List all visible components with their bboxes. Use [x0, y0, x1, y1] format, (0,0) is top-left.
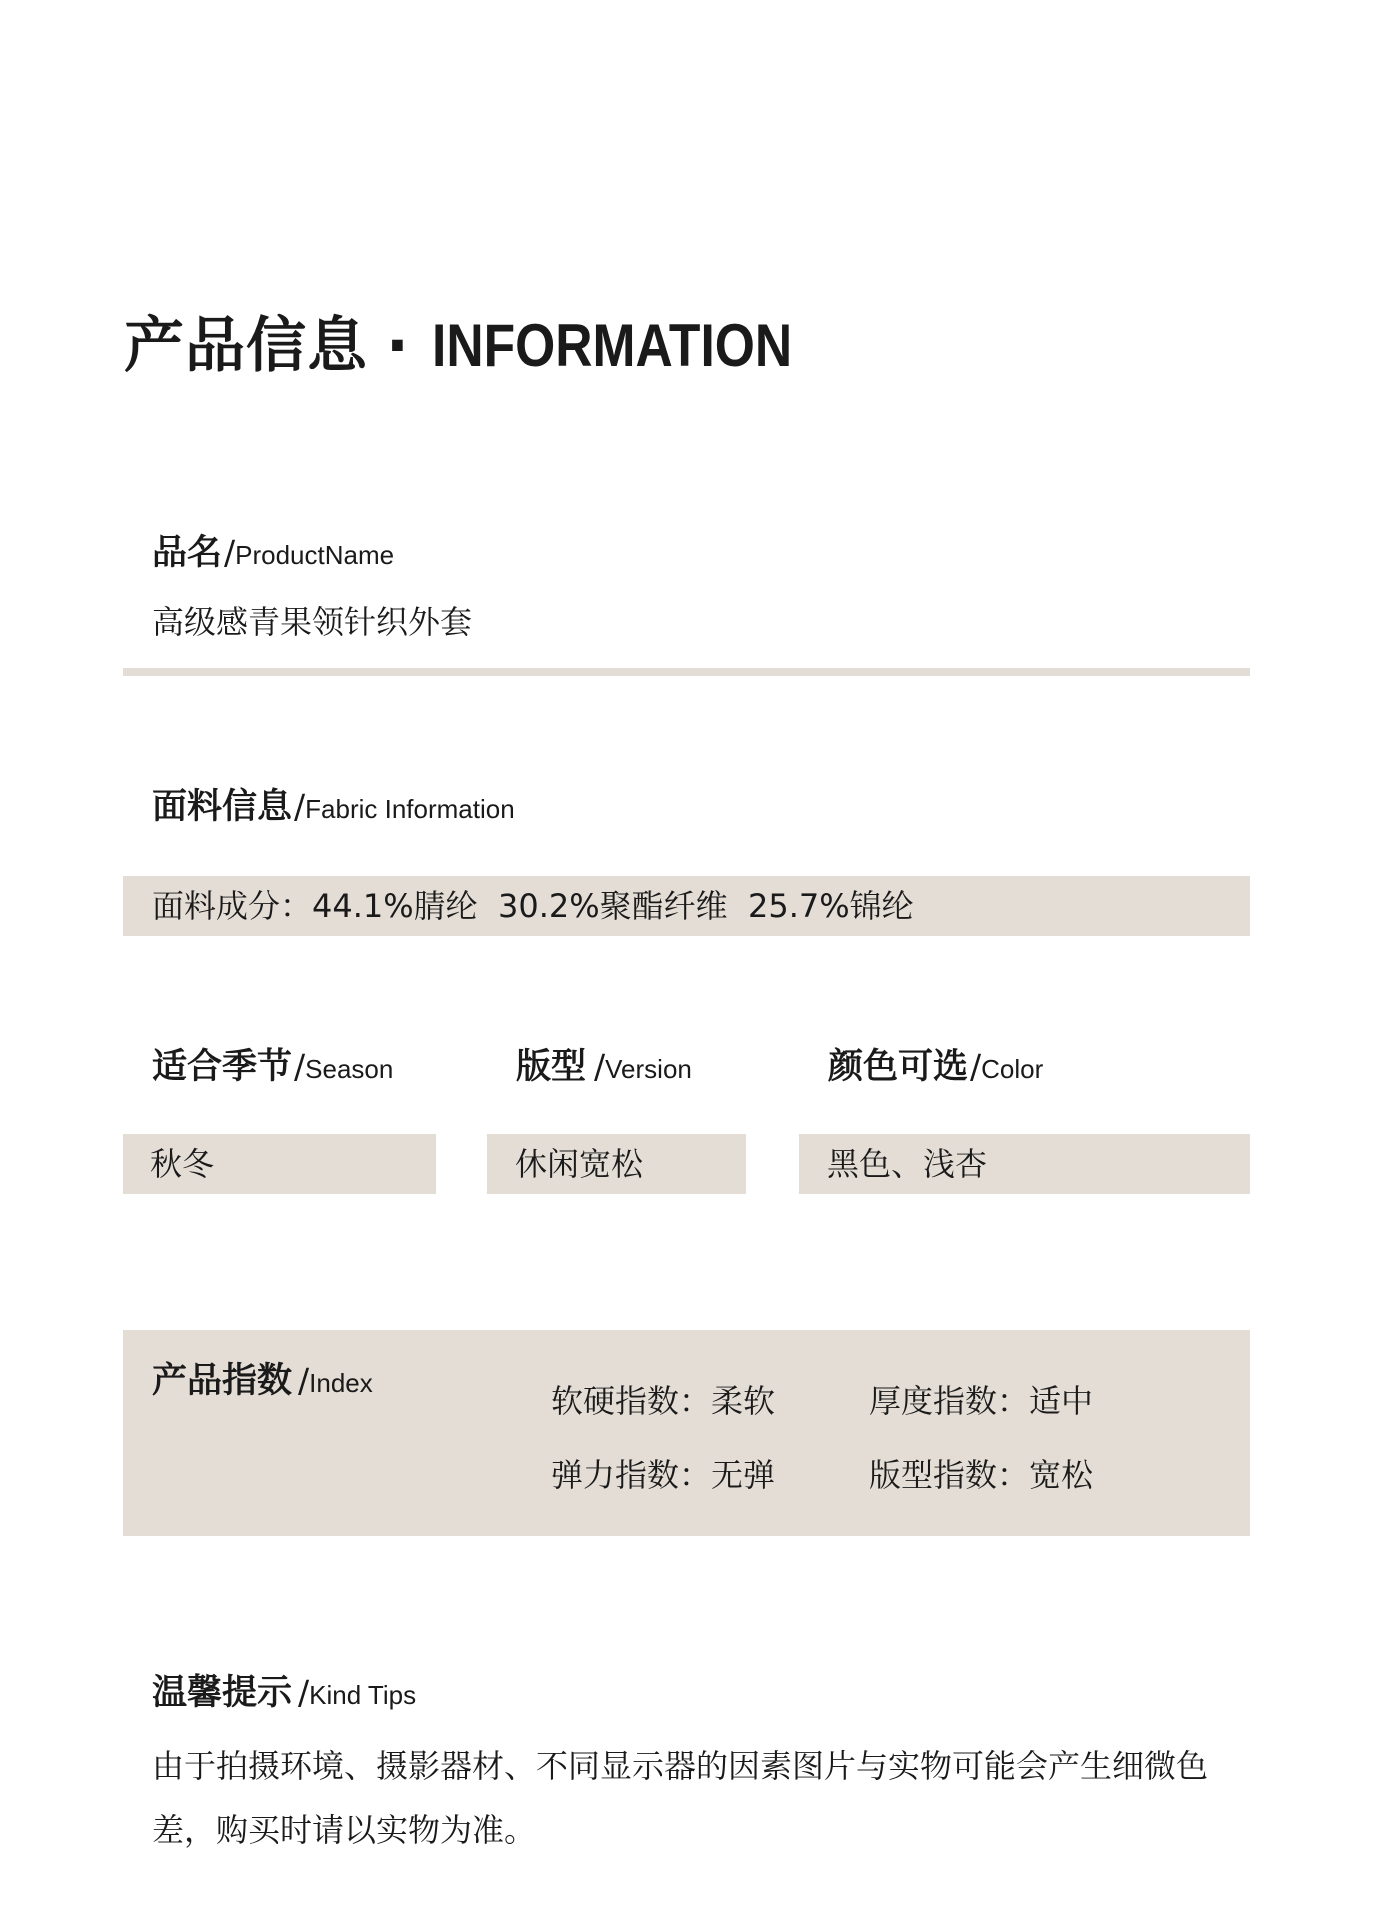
index-label: [152, 1356, 373, 1408]
version-label-en: Version: [605, 1054, 692, 1084]
tips-label: [152, 1668, 416, 1720]
page-title: [124, 306, 851, 386]
product-name-value: 高级感青果领针织外套: [152, 603, 473, 641]
index-elasticity: 弹力指数：无弹: [551, 1456, 776, 1494]
label-slash: /: [294, 1047, 306, 1086]
color-label-en: Color: [981, 1054, 1044, 1084]
fabric-label-cn: 面料信息: [152, 787, 293, 827]
index-label-en: Index: [309, 1368, 373, 1398]
index-fit: 版型指数：宽松: [869, 1456, 1094, 1494]
version-value: 休闲宽松: [515, 1145, 644, 1183]
fabric-value: 面料成分：44.1%腈纶 30.2%聚酯纤维 25.7%锦纶: [152, 887, 914, 925]
label-slash: /: [294, 787, 306, 826]
tips-label-cn: 温馨提示: [152, 1673, 293, 1713]
index-softness: 软硬指数：柔软: [551, 1382, 776, 1420]
season-label: [152, 1042, 393, 1094]
label-slash: /: [298, 1673, 310, 1712]
color-label-cn: 颜色可选: [828, 1047, 969, 1087]
label-slash: /: [970, 1047, 982, 1086]
section-divider: [123, 668, 1250, 676]
tips-label-en: Kind Tips: [309, 1680, 417, 1710]
product-name-label-en: ProductName: [235, 540, 395, 570]
index-label-cn: 产品指数: [152, 1361, 293, 1401]
label-slash: /: [594, 1047, 606, 1086]
color-label: [828, 1042, 1043, 1094]
tips-text: 由于拍摄环境、摄影器材、不同显示器的因素图片与实物可能会产生细微色差，购买时请以实物为准。: [152, 1747, 1209, 1849]
season-label-en: Season: [305, 1054, 394, 1084]
version-label: [516, 1042, 692, 1094]
fabric-label: [152, 782, 515, 834]
label-slash: /: [298, 1361, 310, 1400]
index-thickness: 厚度指数：适中: [869, 1382, 1094, 1420]
season-label-cn: 适合季节: [152, 1047, 293, 1087]
version-label-cn: 版型: [516, 1047, 587, 1087]
page-title-en: INFORMATION: [431, 312, 792, 379]
fabric-label-en: Fabric Information: [305, 794, 515, 824]
title-separator: ·: [386, 311, 410, 381]
product-name-label: [152, 528, 394, 580]
product-name-label-cn: 品名: [152, 533, 223, 573]
label-slash: /: [224, 533, 236, 572]
page-title-cn: 产品信息: [124, 311, 368, 381]
season-value: 秋冬: [150, 1145, 215, 1183]
color-value: 黑色、浅杏: [827, 1145, 988, 1183]
